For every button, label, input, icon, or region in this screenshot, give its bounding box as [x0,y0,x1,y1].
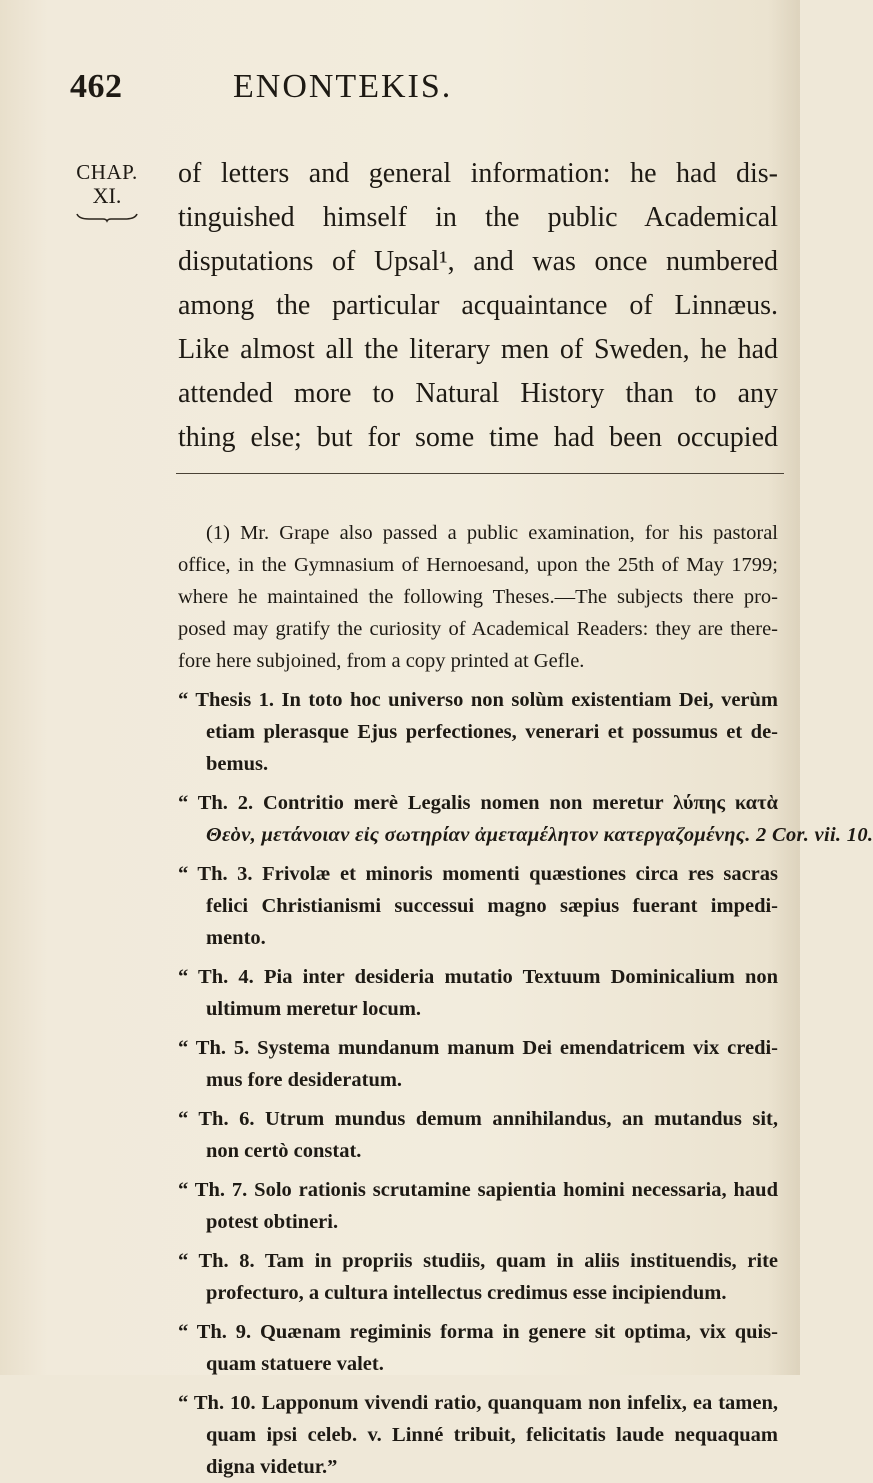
thesis-line: quam statuere valet. [206,1353,384,1375]
thesis-line: “ Th. 5. Systema mundanum manum Dei emendatricem vix credi- [178,1037,778,1059]
thesis-2 [178,787,873,851]
chapter-label: CHAP. [76,160,138,184]
thesis-line: mento. [206,927,266,949]
page-number: 462 [70,68,123,105]
footnote-divider [176,473,784,474]
thesis-line: “ Th. 3. Frivolæ et minoris momenti quæstiones circa res sacras [178,863,778,885]
thesis-line: felici Christianismi successui magno sæpius fuerant impedi- [206,895,778,917]
thesis-line: quam ipsi celeb. v. Linné tribuit, felicitatis laude nequaquam [206,1424,778,1446]
thesis-line: digna videtur.” [206,1456,338,1478]
footnote-line: office, in the Gymnasium of Hernoesand, upon the 25th of May 1799; [178,554,778,576]
thesis-line: “ Th. 8. Tam in propriis studiis, quam in aliis instituendis, rite [178,1250,778,1272]
body-line: Like almost all the literary men of Sweden, he had [178,334,778,365]
footnote-intro [178,517,778,677]
thesis-line: “ Th. 4. Pia inter desideria mutatio Textuum Dominicalium non [178,966,778,988]
thesis-line: etiam plerasque Ejus perfectiones, venerari et possumus et de- [206,721,778,743]
body-line: thing else; but for some time had been occupied [178,422,778,453]
thesis-8 [178,1245,778,1309]
thesis-line: “ Thesis 1. In toto hoc universo non solùm existentiam Dei, verùm [178,689,778,711]
chapter-brace-icon [75,212,139,222]
body-line: attended more to Natural History than to any [178,378,778,409]
thesis-line: profecturo, a cultura intellectus credimus esse incipiendum. [206,1282,727,1304]
thesis-line: “ Th. 6. Utrum mundus demum annihilandus, an mutandus sit, [178,1108,778,1130]
body-line: among the particular acquaintance of Linnæus. [178,290,778,321]
thesis-line: potest obtineri. [206,1211,339,1233]
body-line: tinguished himself in the public Academical [178,202,778,233]
thesis-3 [178,858,778,954]
thesis-5 [178,1032,778,1096]
footnote-line: where he maintained the following Theses.—The subjects there pro- [178,586,778,608]
thesis-line: ultimum meretur locum. [206,998,422,1020]
thesis-line: mus fore desideratum. [206,1069,403,1091]
thesis-6 [178,1103,778,1167]
thesis-line: non certò constat. [206,1140,362,1162]
footnote-line: (1) Mr. Grape also passed a public examination, for his pastoral [206,522,778,544]
thesis-9 [178,1316,778,1380]
body-line: of letters and general information: he had dis- [178,158,778,189]
footnote [178,517,873,1483]
footnote-line: fore here subjoined, from a copy printed at Gefle. [178,650,585,672]
thesis-line: “ Th. 10. Lapponum vivendi ratio, quanquam non infelix, ea tamen, [178,1392,778,1414]
thesis-1 [178,684,778,780]
thesis-line: bemus. [206,753,269,775]
thesis-line: “ Th. 2. Contritio merè Legalis nomen non meretur λύπης κατὰ [178,792,778,814]
thesis-10 [178,1387,778,1483]
thesis-line: “ Th. 7. Solo rationis scrutamine sapientia homini necessaria, haud [178,1179,778,1201]
chapter-marginal-note [72,160,142,222]
thesis-line: “ Th. 9. Quænam regiminis forma in genere sit optima, vix quis- [178,1321,778,1343]
chapter-number: XI. [92,183,122,208]
body-line: disputations of Upsal¹, and was once numbered [178,246,778,277]
thesis-line: Θεὸν, μετάνοιαν εἰς σωτηρίαν ἀμεταμέλητον κατεργαζομένης. 2 Cor. vii. 10. [206,824,873,846]
thesis-4 [178,961,778,1025]
main-text [178,152,778,460]
thesis-7 [178,1174,778,1238]
page-header [0,68,800,118]
running-head: ENONTEKIS. [233,68,453,105]
footnote-line: posed may gratify the curiosity of Academical Readers: they are there- [178,618,778,640]
